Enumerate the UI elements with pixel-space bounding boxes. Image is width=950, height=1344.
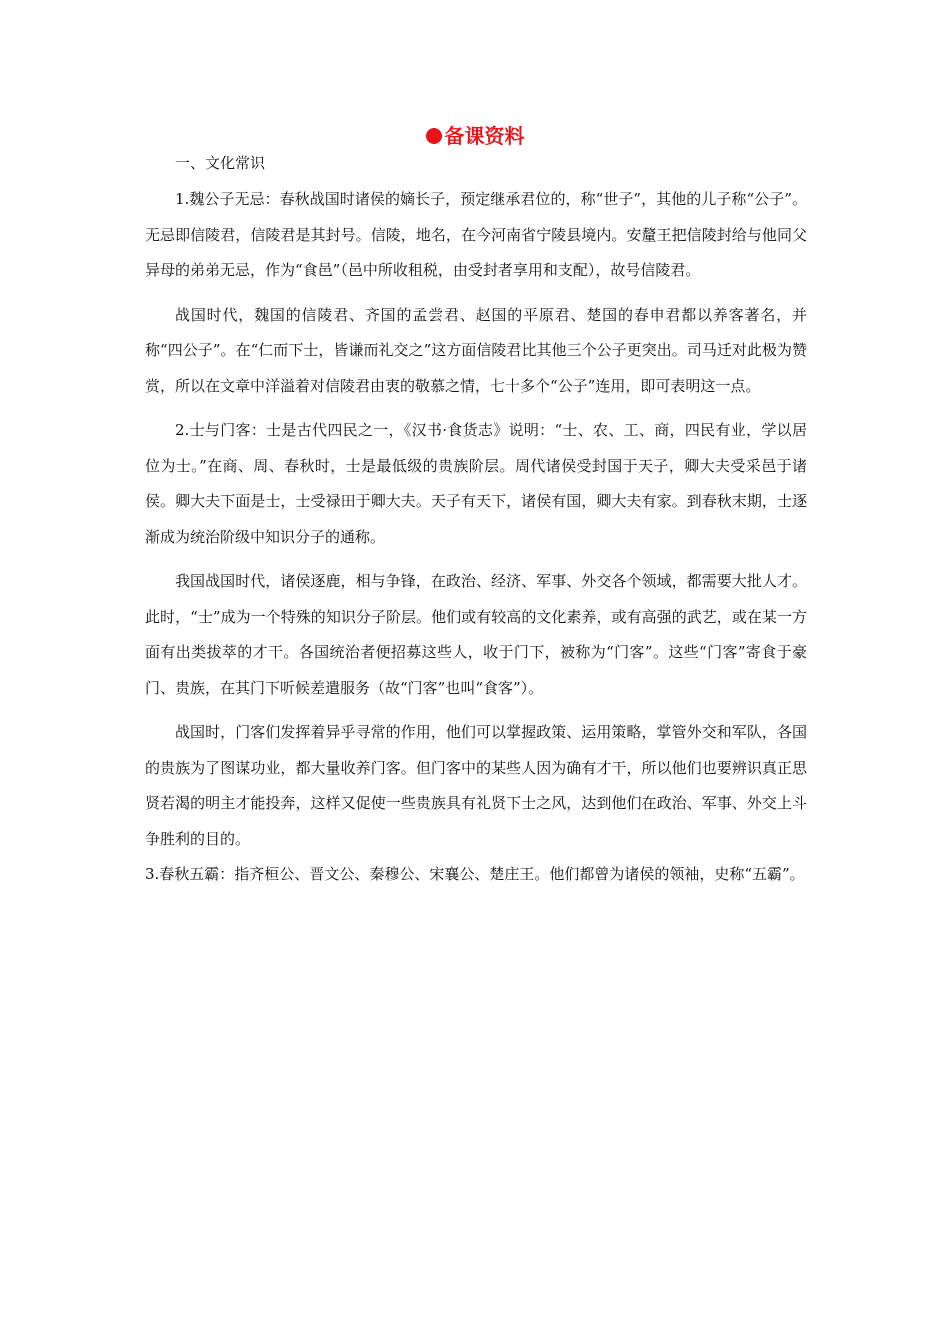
paragraph: 战国时，门客们发挥着异乎寻常的作用，他们可以掌握政策、运用策略，掌管外交和军队，各国的贵族为了图谋功业，都大量收养门客。但门客中的某些人因为确有才干，所以他们也要辨识真正思贤若渴的明主才能投奔，这样又促使一些贵族具有礼贤下士之风，达到他们在政治、军事、外交上斗争胜利的目的。 [145,723,807,848]
document-body [145,148,807,893]
paragraph: 2.士与门客：士是古代四民之一，《汉书·食货志》说明：“士、农、工、商，四民有业，学以居位为士。”在商、周、春秋时，士是最低级的贵族阶层。周代诸侯受封国于天子，卿大夫受采邑于诸侯。卿大夫下面是士，士受禄田于卿大夫。天子有天下，诸侯有国，卿大夫有家。到春秋末期，士逐渐成为统治阶级中知识分子的通称。 [145,421,807,546]
paragraph: 战国时代，魏国的信陵君、齐国的孟尝君、赵国的平原君、楚国的春申君都以养客著名，并称“四公子”。在“仁而下士，皆谦而礼交之”这方面信陵君比其他三个公子更突出。司马迁对此极为赞赏，所以在文章中洋溢着对信陵君由衷的敬慕之情，七十多个“公子”连用，即可表明这一点。 [145,305,807,395]
section-heading: 一、文化常识 [175,154,266,172]
document-title-text: 备课资料 [444,124,525,148]
paragraph: 我国战国时代，诸侯逐鹿，相与争锋，在政治、经济、军事、外交各个领域，都需要大批人才。此时，“士”成为一个特殊的知识分子阶层。他们或有较高的文化素养，或有高强的武艺，或在某一方面有出类拔萃的才干。各国统治者便招募这些人，收于门下，被称为“门客”。这些“门客”寄食于豪门、贵族，在其门下听候差遣服务（故“门客”也叫“食客”）。 [145,572,807,697]
red-bullet-icon [426,128,442,144]
paragraph: 1.魏公子无忌：春秋战国时诸侯的嫡长子，预定继承君位的，称“世子”，其他的儿子称“公子”。无忌即信陵君，信陵君是其封号。信陵，地名，在今河南省宁陵县境内。安釐王把信陵封给与他同父异母的弟弟无忌，作为“食邑”（邑中所收租税，由受封者享用和支配），故号信陵君。 [145,190,807,279]
paragraph: 3.春秋五霸：指齐桓公、晋文公、秦穆公、宋襄公、楚庄王。他们都曾为诸侯的领袖，史称“五霸”。 [145,865,805,883]
